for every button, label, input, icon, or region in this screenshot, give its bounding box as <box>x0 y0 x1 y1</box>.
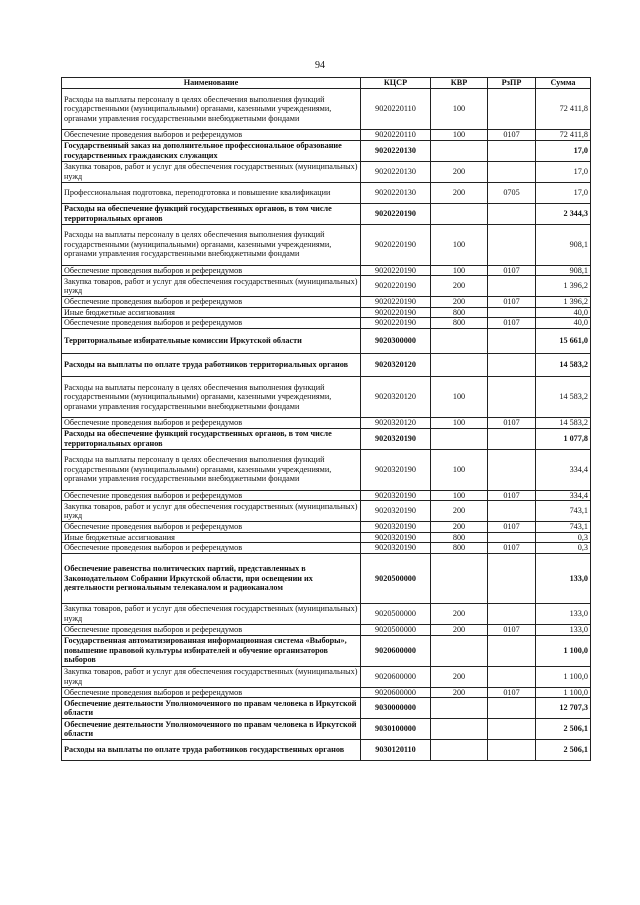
table-row <box>62 490 591 501</box>
row-kvr: 100 <box>431 89 488 130</box>
row-kvr <box>431 140 488 161</box>
row-kcsr: 9020500000 <box>361 553 431 603</box>
row-kcsr: 9020320190 <box>361 428 431 449</box>
row-name: Расходы на выплаты персоналу в целях обеспечения выполнения функций государственными (муниципальными) органами, казенными учреждениями, органами управления государственными внебюджетными фондами <box>62 224 361 265</box>
row-kvr: 100 <box>431 224 488 265</box>
row-name: Обеспечение деятельности Уполномоченного по правам человека в Иркутской области <box>62 698 361 719</box>
row-sum: 1 396,2 <box>536 297 591 308</box>
table-row <box>62 182 591 203</box>
row-sum: 2 506,1 <box>536 719 591 740</box>
row-kvr: 200 <box>431 297 488 308</box>
row-sum: 2 344,3 <box>536 203 591 224</box>
header-kcsr: КЦСР <box>361 78 431 89</box>
row-kcsr: 9020220130 <box>361 161 431 182</box>
budget-table <box>61 77 591 761</box>
row-name: Закупка товаров, работ и услуг для обеспечения государственных (муниципальных) нужд <box>62 666 361 687</box>
row-kcsr: 9020500000 <box>361 603 431 624</box>
row-kvr: 200 <box>431 161 488 182</box>
row-name: Обеспечение проведения выборов и референдумов <box>62 490 361 501</box>
row-sum: 72 411,8 <box>536 130 591 141</box>
table-row <box>62 428 591 449</box>
row-name: Обеспечение проведения выборов и референдумов <box>62 522 361 533</box>
row-kvr: 200 <box>431 501 488 522</box>
row-kvr <box>431 740 488 761</box>
row-name: Профессиональная подготовка, переподготовка и повышение квалификации <box>62 182 361 203</box>
row-sum: 1 100,0 <box>536 635 591 666</box>
row-kvr: 800 <box>431 307 488 318</box>
row-kvr <box>431 698 488 719</box>
row-rzpr <box>488 603 536 624</box>
row-name: Закупка товаров, работ и услуг для обеспечения государственных (муниципальных) нужд <box>62 603 361 624</box>
row-sum: 0,3 <box>536 543 591 554</box>
row-sum: 908,1 <box>536 224 591 265</box>
row-sum: 908,1 <box>536 265 591 276</box>
row-kvr <box>431 203 488 224</box>
row-name: Обеспечение деятельности Уполномоченного по правам человека в Иркутской области <box>62 719 361 740</box>
row-kcsr: 9020220190 <box>361 203 431 224</box>
page-number: 94 <box>315 60 325 71</box>
row-rzpr <box>488 328 536 353</box>
row-kcsr: 9020320190 <box>361 522 431 533</box>
row-sum: 1 100,0 <box>536 666 591 687</box>
row-sum: 40,0 <box>536 307 591 318</box>
row-kcsr: 9020220190 <box>361 297 431 308</box>
row-kvr: 100 <box>431 490 488 501</box>
row-kvr: 100 <box>431 376 488 417</box>
row-name: Обеспечение проведения выборов и референдумов <box>62 297 361 308</box>
row-rzpr <box>488 224 536 265</box>
table-row <box>62 307 591 318</box>
row-sum: 743,1 <box>536 522 591 533</box>
row-name: Территориальные избирательные комиссии Иркутской области <box>62 328 361 353</box>
row-kvr: 100 <box>431 265 488 276</box>
row-kcsr: 9020320120 <box>361 417 431 428</box>
row-sum: 1 396,2 <box>536 276 591 297</box>
table-row <box>62 603 591 624</box>
row-kvr <box>431 635 488 666</box>
row-name: Закупка товаров, работ и услуг для обеспечения государственных (муниципальных) нужд <box>62 501 361 522</box>
row-rzpr: 0705 <box>488 182 536 203</box>
row-rzpr <box>488 553 536 603</box>
row-sum: 334,4 <box>536 449 591 490</box>
row-rzpr: 0107 <box>488 687 536 698</box>
row-kcsr: 9020220190 <box>361 265 431 276</box>
row-kvr: 200 <box>431 624 488 635</box>
table-row <box>62 353 591 376</box>
row-name: Обеспечение проведения выборов и референдумов <box>62 417 361 428</box>
row-kvr <box>431 719 488 740</box>
row-kvr: 200 <box>431 182 488 203</box>
row-kcsr: 9020320120 <box>361 353 431 376</box>
row-rzpr <box>488 449 536 490</box>
row-name: Иные бюджетные ассигнования <box>62 532 361 543</box>
row-sum: 14 583,2 <box>536 376 591 417</box>
row-kcsr: 9020600000 <box>361 687 431 698</box>
table-row <box>62 376 591 417</box>
table-row <box>62 522 591 533</box>
row-name: Обеспечение равенства политических партий, представленных в Законодательном Собрании Иркутской области, при освещении их деятельности региональным телеканалом и радиоканалом <box>62 553 361 603</box>
table-row <box>62 449 591 490</box>
row-name: Государственный заказ на дополнительное профессиональное образование государственных гражданских служащих <box>62 140 361 161</box>
row-rzpr <box>488 501 536 522</box>
row-rzpr: 0107 <box>488 130 536 141</box>
table-row <box>62 624 591 635</box>
row-kvr: 800 <box>431 543 488 554</box>
table-row <box>62 543 591 554</box>
row-sum: 743,1 <box>536 501 591 522</box>
row-rzpr: 0107 <box>488 624 536 635</box>
row-kcsr: 9030000000 <box>361 698 431 719</box>
row-name: Расходы на выплаты персоналу в целях обеспечения выполнения функций государственными (муниципальными) органами, казенными учреждениями, органами управления государственными внебюджетными фондами <box>62 449 361 490</box>
row-kvr: 200 <box>431 603 488 624</box>
row-rzpr <box>488 740 536 761</box>
table-row <box>62 130 591 141</box>
row-rzpr <box>488 719 536 740</box>
row-rzpr <box>488 140 536 161</box>
table-row <box>62 417 591 428</box>
table-header-row <box>62 78 591 89</box>
row-kvr: 200 <box>431 666 488 687</box>
row-kcsr: 9020320190 <box>361 501 431 522</box>
row-kcsr: 9030100000 <box>361 719 431 740</box>
table-row <box>62 553 591 603</box>
row-sum: 133,0 <box>536 553 591 603</box>
row-sum: 72 411,8 <box>536 89 591 130</box>
row-sum: 17,0 <box>536 182 591 203</box>
row-name: Расходы на обеспечение функций государственных органов, в том числе территориальных органов <box>62 428 361 449</box>
row-rzpr <box>488 307 536 318</box>
row-rzpr <box>488 666 536 687</box>
table-row <box>62 635 591 666</box>
header-sum: Сумма <box>536 78 591 89</box>
row-rzpr <box>488 698 536 719</box>
row-kcsr: 9030120110 <box>361 740 431 761</box>
row-rzpr <box>488 376 536 417</box>
row-rzpr: 0107 <box>488 265 536 276</box>
table-row <box>62 297 591 308</box>
table-row <box>62 140 591 161</box>
row-name: Государственная автоматизированная информационная система «Выборы», повышение правовой культуры избирателей и обучение организаторов выборов <box>62 635 361 666</box>
row-sum: 12 707,3 <box>536 698 591 719</box>
row-kcsr: 9020300000 <box>361 328 431 353</box>
row-sum: 133,0 <box>536 624 591 635</box>
row-sum: 1 077,8 <box>536 428 591 449</box>
row-name: Обеспечение проведения выборов и референдумов <box>62 543 361 554</box>
table-row <box>62 666 591 687</box>
row-kvr: 100 <box>431 449 488 490</box>
row-kcsr: 9020320120 <box>361 376 431 417</box>
row-name: Обеспечение проведения выборов и референдумов <box>62 624 361 635</box>
row-rzpr <box>488 89 536 130</box>
row-kcsr: 9020220110 <box>361 89 431 130</box>
row-sum: 1 100,0 <box>536 687 591 698</box>
row-rzpr <box>488 203 536 224</box>
row-kcsr: 9020220130 <box>361 182 431 203</box>
row-rzpr: 0107 <box>488 522 536 533</box>
table-row <box>62 161 591 182</box>
row-rzpr: 0107 <box>488 297 536 308</box>
row-kcsr: 9020320190 <box>361 490 431 501</box>
row-kcsr: 9020220190 <box>361 224 431 265</box>
row-kcsr: 9020220190 <box>361 307 431 318</box>
row-rzpr: 0107 <box>488 318 536 329</box>
row-sum: 15 661,0 <box>536 328 591 353</box>
row-kcsr: 9020220190 <box>361 276 431 297</box>
row-sum: 0,3 <box>536 532 591 543</box>
row-rzpr: 0107 <box>488 417 536 428</box>
table-row <box>62 318 591 329</box>
row-kvr <box>431 553 488 603</box>
row-kcsr: 9020320190 <box>361 449 431 490</box>
row-rzpr <box>488 276 536 297</box>
row-sum: 14 583,2 <box>536 417 591 428</box>
table-row <box>62 265 591 276</box>
row-kvr: 100 <box>431 130 488 141</box>
table-row <box>62 224 591 265</box>
row-name: Расходы на обеспечение функций государственных органов, в том числе территориальных органов <box>62 203 361 224</box>
header-name: Наименование <box>62 78 361 89</box>
row-kcsr: 9020220190 <box>361 318 431 329</box>
table-row <box>62 203 591 224</box>
row-name: Расходы на выплаты персоналу в целях обеспечения выполнения функций государственными (муниципальными) органами, казенными учреждениями, органами управления государственными внебюджетными фондами <box>62 89 361 130</box>
row-sum: 17,0 <box>536 140 591 161</box>
row-kvr <box>431 328 488 353</box>
row-kcsr: 9020320190 <box>361 532 431 543</box>
table-row <box>62 719 591 740</box>
table-row <box>62 532 591 543</box>
row-rzpr <box>488 161 536 182</box>
header-rzpr: РзПР <box>488 78 536 89</box>
header-kvr: КВР <box>431 78 488 89</box>
row-name: Закупка товаров, работ и услуг для обеспечения государственных (муниципальных) нужд <box>62 161 361 182</box>
table-row <box>62 328 591 353</box>
row-kcsr: 9020220110 <box>361 130 431 141</box>
row-kcsr: 9020600000 <box>361 635 431 666</box>
row-name: Обеспечение проведения выборов и референдумов <box>62 130 361 141</box>
row-rzpr <box>488 353 536 376</box>
table-row <box>62 89 591 130</box>
table-row <box>62 276 591 297</box>
row-sum: 133,0 <box>536 603 591 624</box>
row-kvr: 200 <box>431 687 488 698</box>
row-name: Расходы на выплаты персоналу в целях обеспечения выполнения функций государственными (муниципальными) органами, казенными учреждениями, органами управления государственными внебюджетными фондами <box>62 376 361 417</box>
row-name: Обеспечение проведения выборов и референдумов <box>62 318 361 329</box>
row-kcsr: 9020220130 <box>361 140 431 161</box>
row-kvr: 200 <box>431 276 488 297</box>
row-sum: 14 583,2 <box>536 353 591 376</box>
row-name: Иные бюджетные ассигнования <box>62 307 361 318</box>
row-kvr: 800 <box>431 532 488 543</box>
row-kvr: 100 <box>431 417 488 428</box>
table-body <box>62 89 591 761</box>
table-row <box>62 698 591 719</box>
row-rzpr: 0107 <box>488 490 536 501</box>
row-sum: 2 506,1 <box>536 740 591 761</box>
table-row <box>62 501 591 522</box>
row-sum: 334,4 <box>536 490 591 501</box>
row-kcsr: 9020320190 <box>361 543 431 554</box>
table-row <box>62 687 591 698</box>
row-name: Расходы на выплаты по оплате труда работников государственных органов <box>62 740 361 761</box>
row-rzpr <box>488 532 536 543</box>
row-sum: 17,0 <box>536 161 591 182</box>
row-rzpr <box>488 428 536 449</box>
row-kcsr: 9020500000 <box>361 624 431 635</box>
row-name: Закупка товаров, работ и услуг для обеспечения государственных (муниципальных) нужд <box>62 276 361 297</box>
row-name: Расходы на выплаты по оплате труда работников территориальных органов <box>62 353 361 376</box>
row-kvr: 800 <box>431 318 488 329</box>
row-rzpr: 0107 <box>488 543 536 554</box>
table-row <box>62 740 591 761</box>
row-name: Обеспечение проведения выборов и референдумов <box>62 265 361 276</box>
row-kvr <box>431 353 488 376</box>
row-kvr <box>431 428 488 449</box>
row-kcsr: 9020600000 <box>361 666 431 687</box>
row-sum: 40,0 <box>536 318 591 329</box>
row-name: Обеспечение проведения выборов и референдумов <box>62 687 361 698</box>
row-kvr: 200 <box>431 522 488 533</box>
row-rzpr <box>488 635 536 666</box>
